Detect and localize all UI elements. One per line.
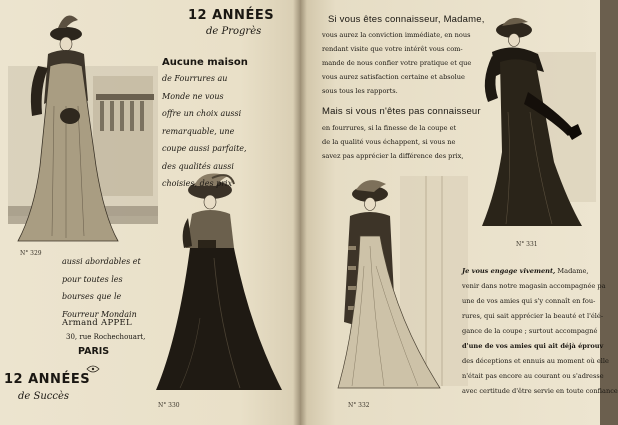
left-page	[0, 0, 300, 425]
intro-text	[162, 70, 247, 193]
paragraph-line-text: Madame,	[557, 267, 589, 275]
right-page	[300, 0, 618, 425]
intro-line: choisies, des prix	[162, 179, 233, 188]
caption-fig-330: N° 330	[158, 402, 180, 409]
footer-title: 12 ANNÉES	[4, 372, 91, 387]
paragraph-line: avec certitude d'être servie en toute confiance	[462, 387, 618, 395]
intro-line: des qualités aussi	[162, 161, 234, 171]
header-subtitle: de Progrès	[206, 26, 262, 37]
intro-line: Monde ne vous	[162, 91, 224, 101]
intro-line: de Fourrures au	[162, 74, 228, 83]
paragraph-line: gance de la coupe ; surtout accompagné	[462, 327, 598, 335]
book-gutter	[293, 0, 307, 425]
footer-subtitle: de Succès	[18, 391, 70, 402]
intro-line: offre un choix aussi	[162, 109, 242, 118]
intro-line: remarquable, une	[162, 126, 235, 136]
paragraph-3	[462, 264, 618, 399]
illustration-fig-331	[478, 12, 598, 240]
paragraph-line: une de vos amies qui s'y connaît en fou-	[462, 297, 596, 305]
lead-engage: Je vous engage vivement,	[462, 267, 556, 275]
signature-city: PARIS	[78, 346, 110, 357]
header-title: 12 ANNÉES	[188, 8, 275, 23]
illustration-fig-332	[330, 176, 470, 400]
paragraph-line: mande de nous confier votre pratique et que	[322, 59, 472, 67]
paragraph-line: venir dans notre magasin accompagnée pa	[462, 282, 606, 290]
paragraph-2	[322, 121, 497, 163]
signature-name: Armand APPEL	[62, 318, 132, 328]
illustration-fig-330	[150, 168, 290, 400]
paragraph-line: des déceptions et ennuis au moment où elle	[462, 357, 609, 365]
paragraph-line: d'une de vos amies qui ait déjà éprouv	[462, 342, 604, 350]
caption-fig-331: N° 331	[516, 241, 538, 248]
lead-connaisseur: Si vous êtes connaisseur, Madame,	[328, 14, 485, 25]
paragraph-line: rures, qui sait apprécier la beauté et l'élé-	[462, 312, 604, 320]
paragraph-1	[322, 28, 497, 98]
continued-line: Fourreur Mondain	[62, 309, 137, 319]
continued-text	[62, 253, 141, 323]
paragraph-line: n'était pas encore au courant ou s'adresse	[462, 372, 604, 380]
paragraph-line: en fourrures, si la finesse de la coupe et	[322, 124, 457, 132]
intro-line: coupe aussi parfaite,	[162, 144, 247, 153]
paragraph-line: vous aurez la conviction immédiate, en nous	[322, 31, 471, 39]
paragraph-line: sous tous les rapports.	[322, 87, 398, 95]
illustration-fig-329	[8, 6, 158, 256]
paragraph-line: savez pas apprécier la différence des prix,	[322, 152, 464, 160]
caption-fig-329: N° 329	[20, 250, 42, 257]
continued-line: aussi abordables et	[62, 257, 141, 266]
lead-pas-connaisseur: Mais si vous n'êtes pas connaisseur	[322, 106, 481, 117]
paragraph-line: vous aurez satisfaction certaine et absolue	[322, 73, 465, 81]
paragraph-line	[462, 264, 600, 279]
paragraph-line: rendant visite que votre intérêt vous com-	[322, 45, 463, 53]
intro-title: Aucune maison	[162, 57, 248, 68]
continued-line: pour toutes les	[62, 274, 123, 284]
signature-address: 30, rue Rochechouart,	[66, 333, 146, 341]
paragraph-line: de la qualité vous échappent, si vous ne	[322, 138, 456, 146]
caption-fig-332: N° 332	[348, 402, 370, 409]
continued-line: bourses que le	[62, 292, 122, 301]
